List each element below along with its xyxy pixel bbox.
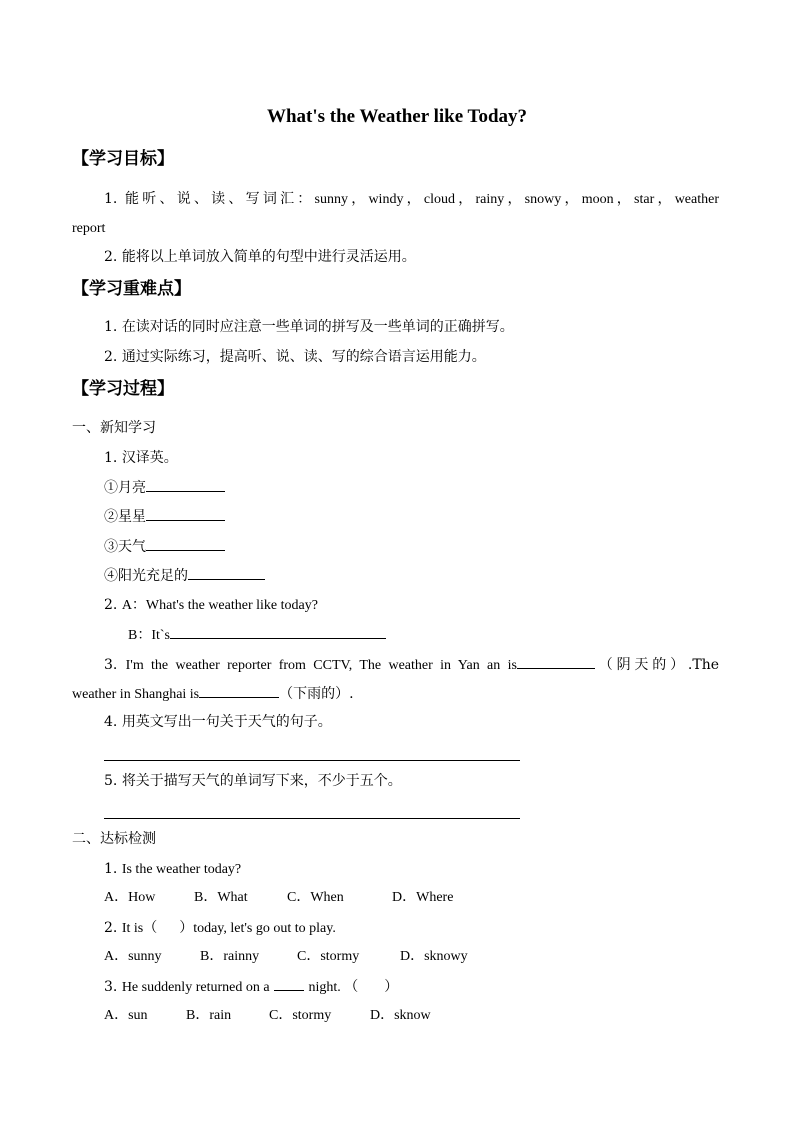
part2-heading: 二、达标检测 <box>72 831 156 847</box>
test-q3-stem: 3. He suddenly returned on a night. （ ） <box>104 979 399 995</box>
option-c[interactable]: C．When <box>287 890 344 905</box>
q3-line-2: weather in Shanghai is （下雨的）. <box>72 686 354 702</box>
test-q2-stem: 2. It is（ ）today, let's go out to play. <box>104 920 336 936</box>
section-heading-process: 【学习过程】 <box>72 379 174 399</box>
q2-dialog-a: 2. A：What's the weather like today? <box>104 597 318 613</box>
answer-blank[interactable] <box>274 977 304 991</box>
q3-line-1: 3. I'm the weather reporter from CCTV, The weather in Yan an is （阴天的）.The <box>104 657 719 673</box>
section-heading-objectives: 【学习目标】 <box>72 149 174 169</box>
test-q1-options <box>104 889 453 907</box>
q1-translate: 1. 汉译英。 <box>104 450 178 466</box>
q1-item-sunny: ④阳光充足的 <box>104 566 265 585</box>
objective-item-2: 2. 能将以上单词放入简单的句型中进行灵活运用。 <box>104 249 416 265</box>
objective-item-1-wrap: report <box>72 221 106 236</box>
answer-blank[interactable] <box>146 478 225 492</box>
test-q1-stem: 1. Is the weather today? <box>104 861 242 877</box>
answer-blank[interactable] <box>188 566 265 580</box>
q2-dialog-b: B：It`s <box>128 625 386 645</box>
answer-blank[interactable] <box>199 684 279 698</box>
option-a[interactable]: A．sunny <box>104 949 162 964</box>
option-c[interactable]: C．stormy <box>269 1008 332 1023</box>
option-b[interactable]: B．rain <box>186 1008 232 1023</box>
answer-blank[interactable] <box>146 537 225 551</box>
keypoint-item-2: 2. 通过实际练习，提高听、说、读、写的综合语言运用能力。 <box>104 349 486 365</box>
keypoint-item-1: 1. 在读对话的同时应注意一些单词的拼写及一些单词的正确拼写。 <box>104 319 514 335</box>
q1-item-star: ②星星 <box>104 507 225 526</box>
option-d[interactable]: D．Where <box>392 890 454 905</box>
q5-write-words: 5. 将关于描写天气的单词写下来，不少于五个。 <box>104 773 402 789</box>
test-q3-options <box>104 1007 431 1025</box>
test-q2-options <box>104 948 468 966</box>
q1-item-weather: ③天气 <box>104 537 225 556</box>
q4-answer-line[interactable] <box>104 760 520 761</box>
option-b[interactable]: B．What <box>194 890 248 905</box>
q4-write-sentence: 4. 用英文写出一句关于天气的句子。 <box>104 714 332 730</box>
option-a[interactable]: A．How <box>104 890 156 905</box>
option-a[interactable]: A．sun <box>104 1008 148 1023</box>
option-c[interactable]: C．stormy <box>297 949 360 964</box>
part1-heading: 一、新知学习 <box>72 420 156 436</box>
option-b[interactable]: B．rainny <box>200 949 260 964</box>
answer-blank[interactable] <box>170 625 386 639</box>
answer-blank[interactable] <box>517 655 595 669</box>
option-d[interactable]: D．sknowy <box>400 949 468 964</box>
answer-blank[interactable] <box>146 507 225 521</box>
section-heading-keypoints: 【学习重难点】 <box>72 279 191 299</box>
q5-answer-line[interactable] <box>104 818 520 819</box>
document-title: What's the Weather like Today? <box>266 106 528 127</box>
objective-item-1: 1. 能听、说、读、写词汇：sunny，windy，cloud，rainy，snowy，moon，star，weather <box>104 191 720 207</box>
q1-item-moon: ①月亮 <box>104 478 225 497</box>
option-d[interactable]: D．sknow <box>370 1008 431 1023</box>
